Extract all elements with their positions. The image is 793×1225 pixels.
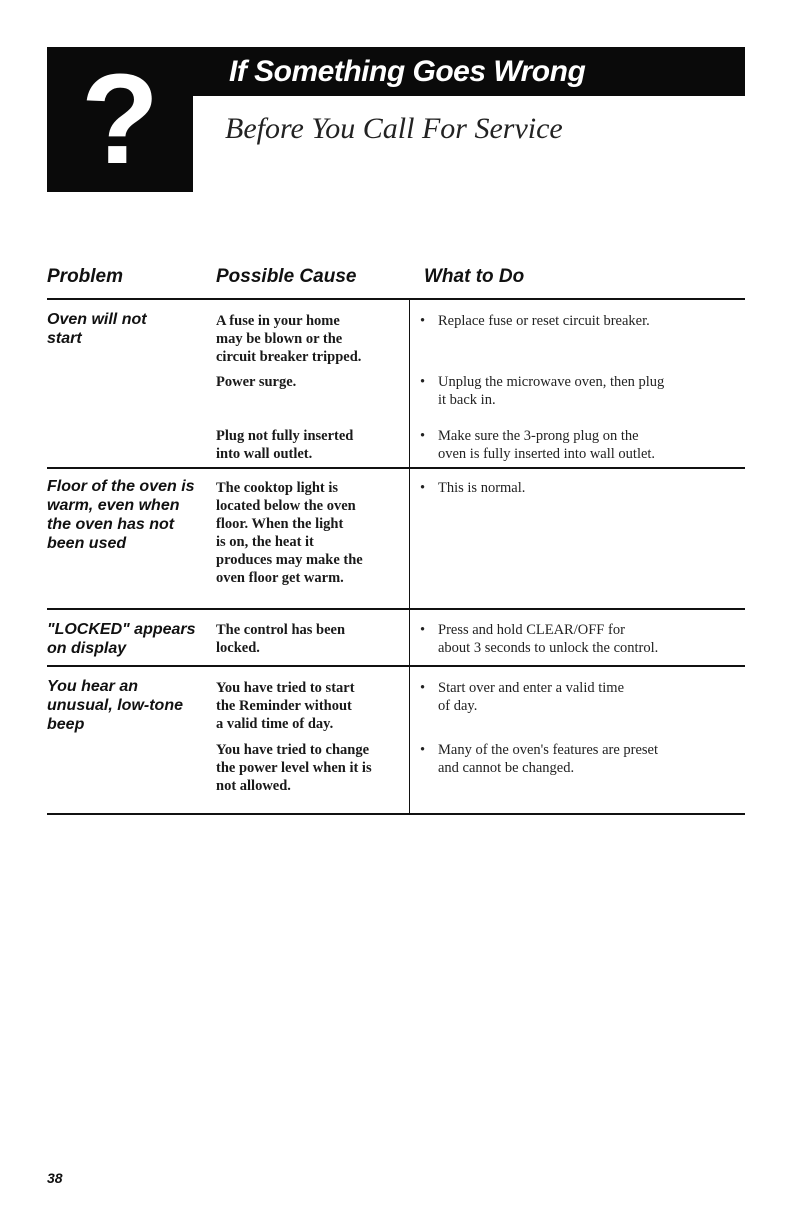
bullet-icon: •	[420, 742, 426, 758]
column-header-problem: Problem	[47, 266, 124, 287]
column-divider	[409, 469, 410, 608]
column-divider	[409, 300, 410, 467]
cause-cell: You have tried to change the power level when it is not allowed.	[216, 742, 372, 794]
todo-cell: • Replace fuse or reset circuit breaker.	[420, 313, 650, 329]
cause-cell: You have tried to start the Reminder without a valid time of day.	[216, 680, 355, 732]
bullet-icon: •	[420, 680, 426, 696]
bullet-icon: •	[420, 313, 426, 329]
page-subtitle: Before You Call For Service	[225, 112, 563, 145]
todo-cell: • This is normal.	[420, 480, 526, 496]
column-header-cause: Possible Cause	[216, 266, 357, 287]
cause-cell: Plug not fully inserted into wall outlet.	[216, 428, 354, 462]
row-divider	[47, 467, 745, 469]
bullet-icon: •	[420, 622, 426, 638]
page-title: If Something Goes Wrong	[193, 47, 745, 96]
bullet-icon: •	[420, 428, 426, 444]
todo-cell: • Press and hold CLEAR/OFF for about 3 seconds to unlock the control.	[420, 622, 659, 656]
problem-cell: Oven will not start	[47, 311, 147, 347]
cause-cell: The control has been locked.	[216, 622, 346, 656]
bullet-icon: •	[420, 480, 426, 496]
todo-cell: • Many of the oven's features are preset and cannot be changed.	[420, 742, 659, 776]
problem-cell: You hear an unusual, low-tone beep	[47, 678, 183, 733]
problem-cell: Floor of the oven is warm, even when the oven has not been used	[47, 478, 195, 552]
column-divider	[409, 667, 410, 813]
table-header-rule	[47, 298, 745, 300]
bullet-icon: •	[420, 374, 426, 390]
todo-cell: • Make sure the 3-prong plug on the oven is fully inserted into wall outlet.	[420, 428, 656, 462]
column-divider	[409, 610, 410, 665]
problem-cell: "LOCKED" appears on display	[47, 621, 196, 657]
todo-cell: • Start over and enter a valid time of day.	[420, 680, 625, 714]
row-divider	[47, 608, 745, 610]
cause-cell: Power surge.	[216, 374, 297, 390]
column-header-todo: What to Do	[424, 266, 525, 287]
row-divider	[47, 665, 745, 667]
table-bottom-rule	[47, 813, 745, 815]
page-number: 38	[47, 1170, 63, 1186]
todo-cell: • Unplug the microwave oven, then plug it back in.	[420, 374, 665, 408]
cause-cell: The cooktop light is located below the oven floor. When the light is on, the heat it produces may make the oven floor get warm.	[216, 480, 363, 586]
question-mark-icon: ?	[47, 47, 193, 192]
cause-cell: A fuse in your home may be blown or the circuit breaker tripped.	[216, 313, 362, 365]
